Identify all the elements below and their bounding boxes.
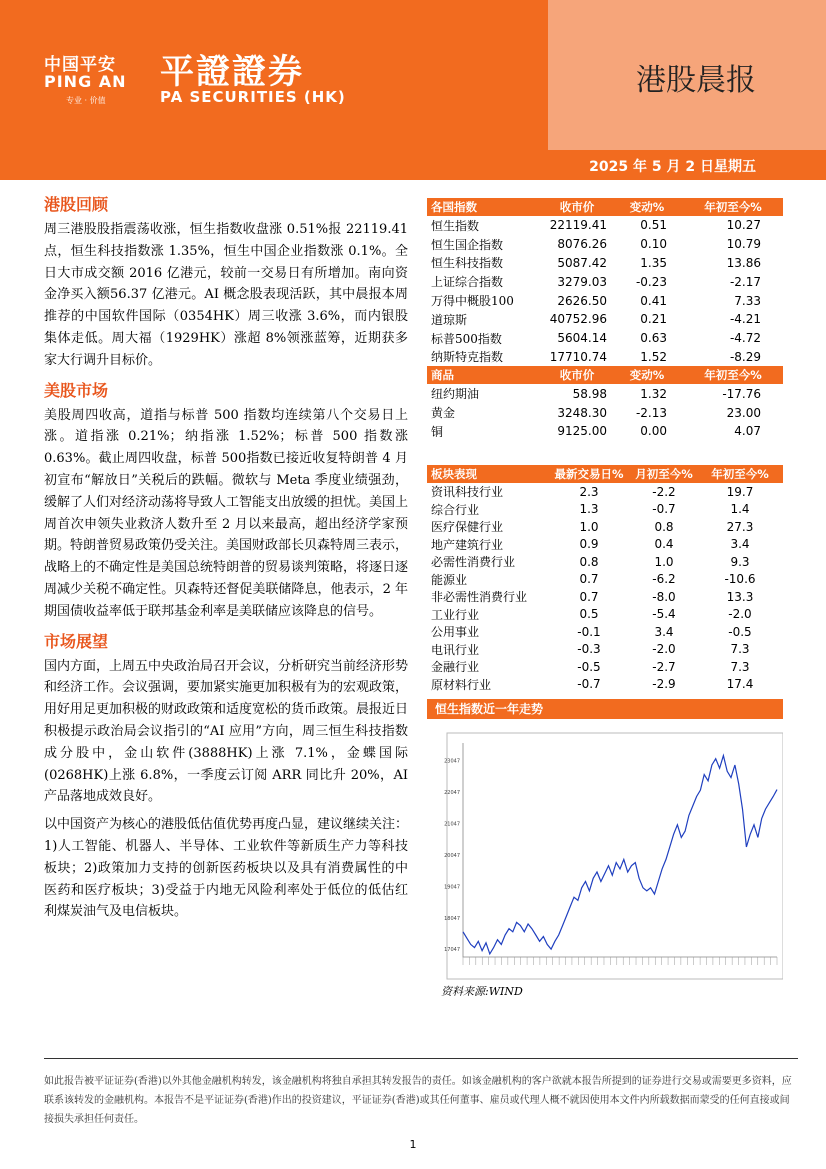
row-value-cell: -2.17 bbox=[729, 274, 761, 289]
row-value-cell: -2.9 bbox=[652, 677, 676, 692]
row-value-cell: 0.7 bbox=[579, 589, 599, 604]
column-header: 最新交易日% bbox=[547, 465, 631, 483]
row-value-cell: 0.41 bbox=[640, 293, 667, 308]
table-row bbox=[427, 272, 783, 291]
section-title: 美股市场 bbox=[44, 380, 109, 400]
index-table bbox=[427, 198, 783, 366]
section-outlook bbox=[44, 629, 408, 924]
column-header: 收市价 bbox=[543, 198, 611, 216]
row-value-cell: 0.63 bbox=[640, 331, 667, 346]
report-date: 2025 年 5 月 2 日星期五 bbox=[589, 159, 756, 175]
table-row bbox=[427, 422, 783, 441]
row-value-cell: 0.7 bbox=[579, 572, 599, 587]
row-value-cell: 0.51 bbox=[640, 218, 667, 233]
y-tick-label: 23047 bbox=[444, 758, 460, 765]
data-column bbox=[427, 198, 783, 999]
row-value-cell: 10.27 bbox=[726, 218, 761, 233]
row-value-cell: 1.0 bbox=[579, 519, 599, 534]
row-value-cell: 8076.26 bbox=[557, 237, 607, 252]
chart-frame bbox=[447, 733, 783, 979]
row-value-cell: 3.4 bbox=[654, 624, 674, 639]
row-value-cell: -4.72 bbox=[729, 331, 761, 346]
section-title: 市场展望 bbox=[44, 631, 109, 651]
table-row bbox=[427, 518, 783, 536]
row-value-cell: 23.00 bbox=[726, 405, 761, 420]
table-row bbox=[427, 658, 783, 676]
row-label-cell: 地产建筑行业 bbox=[431, 537, 504, 552]
report-header bbox=[0, 0, 826, 180]
table-row bbox=[427, 553, 783, 571]
column-header: 商品 bbox=[427, 366, 543, 384]
row-value-cell: 22119.41 bbox=[549, 218, 607, 233]
row-label-cell: 万得中概股100 bbox=[431, 294, 514, 309]
table-row bbox=[427, 570, 783, 588]
column-header: 月初至今% bbox=[631, 465, 697, 483]
row-value-cell: -8.29 bbox=[729, 349, 761, 364]
row-value-cell: 7.3 bbox=[730, 659, 750, 674]
table-header-row bbox=[427, 366, 783, 384]
table-spacer bbox=[427, 441, 783, 465]
row-label-cell: 必需性消费行业 bbox=[431, 555, 516, 570]
row-value-cell: 0.8 bbox=[654, 519, 674, 534]
row-label-cell: 纳斯特克指数 bbox=[431, 350, 504, 365]
row-label-cell: 工业行业 bbox=[431, 607, 480, 622]
row-value-cell: -4.21 bbox=[729, 312, 761, 327]
row-value-cell: -2.0 bbox=[652, 642, 676, 657]
row-value-cell: 13.86 bbox=[726, 255, 761, 270]
row-value-cell: 2626.50 bbox=[557, 293, 607, 308]
row-value-cell: -2.7 bbox=[652, 659, 676, 674]
row-value-cell: 5604.14 bbox=[557, 331, 607, 346]
column-header: 板块表现 bbox=[427, 465, 547, 483]
table-row bbox=[427, 216, 783, 235]
row-value-cell: -5.4 bbox=[652, 607, 676, 622]
y-tick-label: 22047 bbox=[444, 789, 460, 796]
row-value-cell: 0.21 bbox=[640, 312, 667, 327]
row-value-cell: 0.9 bbox=[579, 537, 599, 552]
row-value-cell: 1.4 bbox=[730, 502, 750, 517]
section-paragraph: 以中国资产为核心的港股低估值优势再度凸显，建议继续关注：1)人工智能、机器人、半导体、工业软件等新质生产力等科技板块；2)政策加力支持的创新医药板块以及具有消费属性的中医药和医疗板块；3)受益于内地无风险利率处于低位的低估红利煤炭油气及电信板块。 bbox=[44, 817, 409, 920]
brand-name-cn: 平證證券 bbox=[160, 52, 304, 92]
index-table-body bbox=[427, 216, 783, 366]
row-value-cell: 0.00 bbox=[640, 424, 667, 439]
column-header: 变动% bbox=[611, 198, 683, 216]
row-value-cell: 9125.00 bbox=[557, 424, 607, 439]
chart-title: 恒生指数近一年走势 bbox=[427, 699, 783, 719]
row-label-cell: 上证综合指数 bbox=[431, 275, 504, 290]
sector-table bbox=[427, 465, 783, 693]
table-row bbox=[427, 605, 783, 623]
page-number: 1 bbox=[409, 1138, 417, 1151]
disclaimer-text: 如此报告被平证证券(香港)以外其他金融机构转发，该金融机构将独自承担其转发报告的责任。如该金融机构的客户欲就本报告所提到的证券进行交易或需要更多资料，应联系该转发的金融机构。本报告不是平证证券(香港)作出的投资建议，平证证券(香港)或其任何董事、雇员或代理人概不就因使用本文件内所载数据而蒙受的任何直接或间接损失承担任何责任。 bbox=[44, 1076, 792, 1125]
report-title: 港股晨报 bbox=[636, 63, 756, 98]
row-label-cell: 恒生指数 bbox=[431, 218, 480, 233]
table-row bbox=[427, 403, 783, 422]
row-value-cell: 7.3 bbox=[730, 642, 750, 657]
table-row bbox=[427, 310, 783, 329]
row-value-cell: -10.6 bbox=[724, 572, 756, 587]
table-row bbox=[427, 588, 783, 606]
row-value-cell: 58.98 bbox=[572, 386, 607, 401]
row-label-cell: 医疗保健行业 bbox=[431, 520, 504, 535]
row-value-cell: 0.8 bbox=[579, 554, 599, 569]
section-title: 港股回顾 bbox=[44, 195, 109, 214]
row-value-cell: -0.23 bbox=[635, 274, 667, 289]
table-row bbox=[427, 483, 783, 501]
y-tick-label: 20047 bbox=[444, 852, 460, 859]
section-paragraph: 美股周四收高，道指与标普 500 指数均连续第八个交易日上涨。道指涨 0.21%；纳指涨 1.52%；标普 500 指数涨 0.63%。截止周四收盘，标普 500指数已接近收复特朗普 4 月初宣布“解放日”关税后的跌幅。微软与 Meta 季度业绩强劲，缓解了人们对经济动荡将导致人工智能支出放缓的担忧。美国上周首次申领失业救济人数升至 2 月以来最高，超出经济学家预期。特朗普贸易政策仍受关注。美国财政部长贝森特周三表示，战略上的不确定性是美国总统特朗普的贸易谈判策略，将逐日逐周减少关税不确定性。贝森特还督促美联储降息，他表示，2 年期国债收益率低于联邦基金利率是美联储应该降息的信号。 bbox=[44, 407, 409, 619]
row-value-cell: 5087.42 bbox=[557, 255, 607, 270]
table-row bbox=[427, 384, 783, 403]
section-hk-review bbox=[44, 192, 408, 372]
row-value-cell: -0.7 bbox=[652, 502, 676, 517]
row-value-cell: 4.07 bbox=[734, 424, 761, 439]
column-header: 年初至今% bbox=[683, 198, 783, 216]
row-value-cell: -0.5 bbox=[728, 624, 752, 639]
commodity-table bbox=[427, 366, 783, 440]
pingan-logo-tagline: 专业 · 价值 bbox=[66, 96, 106, 105]
y-tick-label: 19047 bbox=[444, 884, 460, 891]
row-label-cell: 金融行业 bbox=[431, 660, 480, 675]
row-value-cell: 13.3 bbox=[726, 589, 754, 604]
row-value-cell: 27.3 bbox=[726, 519, 754, 534]
table-header-row bbox=[427, 465, 783, 483]
row-value-cell: -17.76 bbox=[722, 386, 761, 401]
row-value-cell: 1.35 bbox=[640, 255, 667, 270]
row-value-cell: 7.33 bbox=[734, 293, 761, 308]
chart-source: 资料来源:WIND bbox=[441, 984, 523, 998]
row-label-cell: 标普500指数 bbox=[431, 331, 502, 346]
commodity-table-body bbox=[427, 384, 783, 440]
y-tick-label: 17047 bbox=[444, 946, 460, 953]
row-value-cell: -2.0 bbox=[728, 607, 752, 622]
row-value-cell: 3279.03 bbox=[557, 274, 607, 289]
row-value-cell: 17.4 bbox=[726, 677, 754, 692]
footer-divider bbox=[44, 1058, 798, 1059]
row-value-cell: 1.3 bbox=[579, 502, 599, 517]
section-paragraph: 国内方面，上周五中央政治局召开会议，分析研究当前经济形势和经济工作。会议强调，要加紧实施更加积极有为的宏观政策，用好用足更加积极的财政政策和适度宽松的货币政策。晨报近日积极提示政治局会议指引的“AI 应用”方向，周三恒生科技指数成分股中，金山软件(3888HK)上涨 7.1%，金蝶国际(0268HK)上涨 6.8%，一季度云订阅 ARR 同比升 20%，AI 产品落地成效良好。 bbox=[44, 658, 409, 805]
section-paragraph: 周三港股股指震荡收涨，恒生指数收盘涨 0.51%报 22119.41 点，恒生科技指数涨 1.35%，恒生中国企业指数涨 0.1%。全日大市成交额 2016 亿港元，较前一交易日有所增加。南向资金净买入额56.37 亿港元。AI 概念股表现活跃，其中晨报本周推荐的中国软件国际（0354HK）周三收涨 3.6%，而内银股集体走低。周大福（1929HK）涨超 8%领涨蓝筹，近期获多家大行调升目标价。 bbox=[44, 222, 408, 368]
table-row bbox=[427, 291, 783, 310]
series-line bbox=[463, 755, 777, 953]
row-value-cell: 2.3 bbox=[579, 484, 599, 499]
section-us-market bbox=[44, 378, 408, 623]
table-row bbox=[427, 640, 783, 658]
row-value-cell: 0.10 bbox=[640, 237, 667, 252]
row-value-cell: 9.3 bbox=[730, 554, 750, 569]
column-header: 各国指数 bbox=[427, 198, 543, 216]
table-row bbox=[427, 623, 783, 641]
table-row bbox=[427, 500, 783, 518]
row-label-cell: 恒生科技指数 bbox=[431, 256, 504, 271]
pingan-logo-en: PING AN bbox=[44, 72, 127, 91]
row-value-cell: 3.4 bbox=[730, 537, 750, 552]
row-label-cell: 恒生国企指数 bbox=[431, 237, 504, 252]
row-label-cell: 道琼斯 bbox=[431, 312, 468, 327]
row-label-cell: 铜 bbox=[431, 424, 444, 439]
sector-table-body bbox=[427, 483, 783, 693]
row-value-cell: -0.1 bbox=[577, 624, 601, 639]
row-label-cell: 电讯行业 bbox=[431, 642, 480, 657]
row-value-cell: 0.5 bbox=[579, 607, 599, 622]
row-value-cell: -2.13 bbox=[635, 405, 667, 420]
column-header: 年初至今% bbox=[697, 465, 783, 483]
row-value-cell: 1.52 bbox=[640, 349, 667, 364]
row-label-cell: 非必需性消费行业 bbox=[431, 590, 528, 605]
row-label-cell: 纽约期油 bbox=[431, 387, 480, 402]
row-label-cell: 黄金 bbox=[431, 406, 456, 421]
hsi-chart-svg bbox=[427, 719, 783, 981]
column-header: 变动% bbox=[611, 366, 683, 384]
row-value-cell: -8.0 bbox=[652, 589, 676, 604]
pingan-logo-cn: 中国平安 bbox=[44, 55, 116, 75]
brand-name-en: PA SECURITIES (HK) bbox=[160, 88, 346, 106]
row-value-cell: -0.3 bbox=[577, 642, 601, 657]
column-header: 年初至今% bbox=[683, 366, 783, 384]
row-value-cell: 1.32 bbox=[640, 386, 667, 401]
commentary-column bbox=[44, 192, 408, 929]
table-row bbox=[427, 675, 783, 693]
table-row bbox=[427, 235, 783, 254]
table-row bbox=[427, 254, 783, 273]
row-label-cell: 原材料行业 bbox=[431, 677, 492, 692]
table-row bbox=[427, 329, 783, 348]
row-value-cell: -0.7 bbox=[577, 677, 601, 692]
row-value-cell: -6.2 bbox=[652, 572, 676, 587]
table-header-row bbox=[427, 198, 783, 216]
table-row bbox=[427, 348, 783, 367]
row-value-cell: 1.0 bbox=[654, 554, 674, 569]
row-value-cell: -0.5 bbox=[577, 659, 601, 674]
y-tick-label: 18047 bbox=[444, 915, 460, 922]
row-value-cell: 3248.30 bbox=[557, 405, 607, 420]
row-label-cell: 综合行业 bbox=[431, 502, 480, 517]
y-tick-label: 21047 bbox=[444, 821, 460, 828]
row-value-cell: 10.79 bbox=[726, 237, 761, 252]
hsi-chart bbox=[427, 719, 783, 981]
row-label-cell: 公用事业 bbox=[431, 625, 480, 640]
row-value-cell: -2.2 bbox=[652, 484, 676, 499]
row-label-cell: 资讯科技行业 bbox=[431, 485, 504, 500]
row-label-cell: 能源业 bbox=[431, 572, 468, 587]
row-value-cell: 0.4 bbox=[654, 537, 674, 552]
column-header: 收市价 bbox=[543, 366, 611, 384]
table-row bbox=[427, 535, 783, 553]
row-value-cell: 40752.96 bbox=[549, 312, 607, 327]
row-value-cell: 19.7 bbox=[726, 484, 754, 499]
row-value-cell: 17710.74 bbox=[549, 349, 607, 364]
